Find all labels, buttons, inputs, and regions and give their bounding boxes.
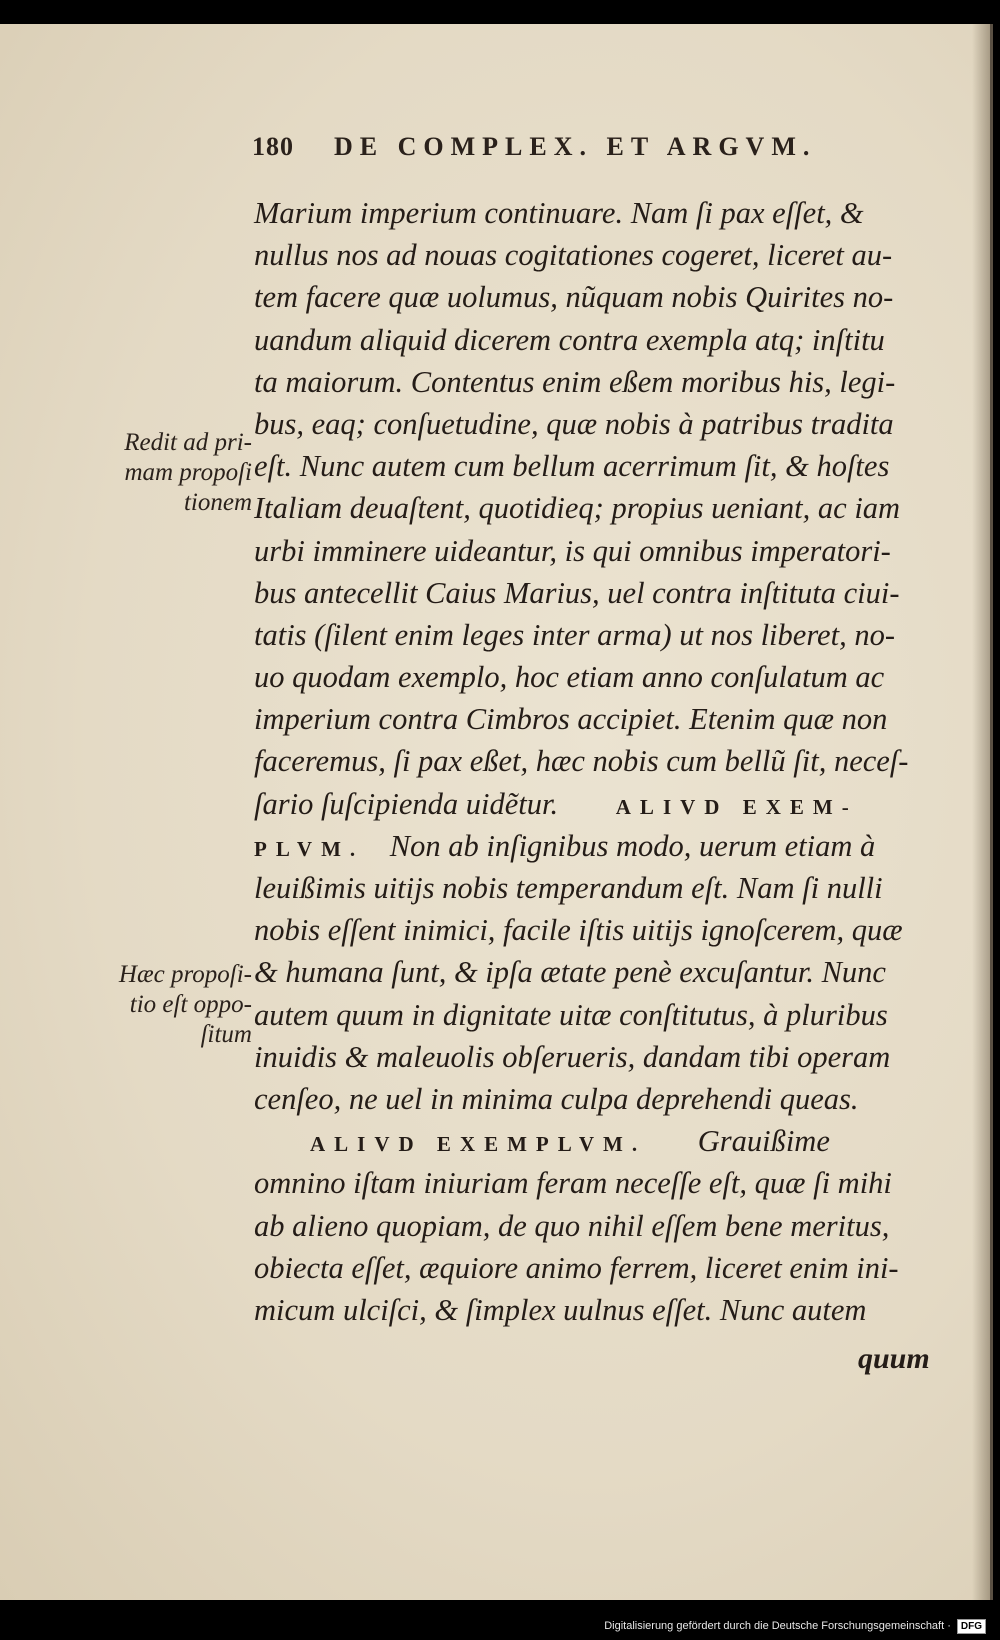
text-line-with-heading — [254, 1120, 934, 1162]
text-line: omnino iſtam iniuriam feram neceſſe eſt, quæ ſi mihi — [254, 1166, 892, 1201]
running-title: DE COMPLEX. ET ARGVM. — [334, 132, 817, 161]
margin-note-line: tionem — [183, 489, 252, 516]
text-line: & humana ſunt, & ipſa ætate penè excuſantur. Nunc — [254, 955, 886, 990]
section-heading-continuation: PLVM. — [254, 836, 365, 861]
text-line: autem quum in dignitate uitæ conſtitutus, à pluribus — [254, 997, 888, 1032]
folio-number: 180 — [252, 132, 294, 161]
margin-note-line: Hæc propoſi- — [118, 961, 252, 988]
text-line: urbi imminere uideantur, is qui omnibus imperatori- — [254, 533, 891, 568]
text-line: nobis eſſent inimici, facile iſtis uitijs ignoſcerem, quæ — [254, 913, 903, 948]
text-line: ta maiorum. Contentus enim eßem moribus his, legi- — [254, 364, 896, 399]
digitization-footer — [0, 1612, 990, 1640]
main-text-block — [254, 192, 934, 1331]
text-line: cenſeo, ne uel in minima culpa deprehendi queas. — [254, 1081, 859, 1116]
text-line: micum ulciſci, & ſimplex uulnus eſſet. Nunc autem — [254, 1292, 867, 1327]
text-line-segment: Grauißime — [697, 1124, 830, 1159]
page-edge-shadow — [972, 24, 990, 1600]
margin-note-line: ſitum — [200, 1021, 252, 1048]
text-line: uo quodam exemplo, hoc etiam anno conſulatum ac — [254, 660, 885, 695]
text-line: eſt. Nunc autem cum bellum acerrimum ſit, & hoſtes — [254, 449, 890, 484]
text-line: nullus nos ad nouas cogitationes cogeret, liceret au- — [254, 238, 893, 273]
catchword: quum — [858, 1342, 930, 1375]
section-heading-aliud-exemplum: ALIVD EXEM- — [615, 794, 858, 819]
text-line: faceremus, ſi pax eßet, hæc nobis cum bellũ ſit, neceſ- — [254, 744, 909, 779]
text-line-with-heading — [254, 783, 934, 825]
text-line-segment: ſario ſuſcipienda uidẽtur. — [254, 786, 559, 821]
text-line: bus, eaq; conſuetudine, quæ nobis à patribus tradita — [254, 406, 894, 441]
text-line-segment: Non ab inſignibus modo, uerum etiam à — [389, 828, 876, 863]
margin-note-line: tio eſt oppo- — [129, 991, 252, 1018]
text-line: bus antecellit Caius Marius, uel contra inſtituta ciui- — [254, 575, 900, 610]
section-heading-aliud-exemplum-2: ALIVD EXEMPLVM. — [310, 1132, 647, 1157]
book-page — [0, 24, 993, 1600]
text-line: tatis (ſilent enim leges inter arma) ut nos liberet, no- — [254, 617, 895, 652]
text-line: uandum aliquid dicerem contra exempla atq; inſtitu — [254, 322, 885, 357]
margin-note-1 — [92, 428, 252, 518]
text-line: obiecta eſſet, æquiore animo ferrem, liceret enim ini- — [254, 1250, 899, 1285]
text-line: Marium imperium continuare. Nam ſi pax eſſet, & — [254, 196, 864, 230]
margin-note-2 — [92, 960, 252, 1050]
margin-note-line: mam propoſi — [124, 459, 252, 486]
margin-note-line: Redit ad pri- — [124, 429, 252, 456]
footer-credit-text: Digitalisierung gefördert durch die Deutsche Forschungsgemeinschaft · — [604, 1620, 951, 1632]
text-line: inuidis & maleuolis obſerueris, dandam tibi operam — [254, 1039, 891, 1074]
text-line-with-heading — [254, 825, 934, 867]
text-line: ab alieno quopiam, de quo nihil eſſem bene meritus, — [254, 1208, 890, 1243]
text-line: tem facere quæ uolumus, nũquam nobis Quirites no- — [254, 280, 894, 315]
running-header — [252, 132, 912, 162]
text-line: Italiam deuaſtent, quotidieq; propius ueniant, ac iam — [254, 491, 901, 526]
text-line: imperium contra Cimbros accipiet. Etenim quæ non — [254, 702, 888, 737]
dfg-logo-icon: DFG — [957, 1619, 986, 1634]
text-line: leuißimis uitijs nobis temperandum eſt. Nam ſi nulli — [254, 871, 883, 905]
